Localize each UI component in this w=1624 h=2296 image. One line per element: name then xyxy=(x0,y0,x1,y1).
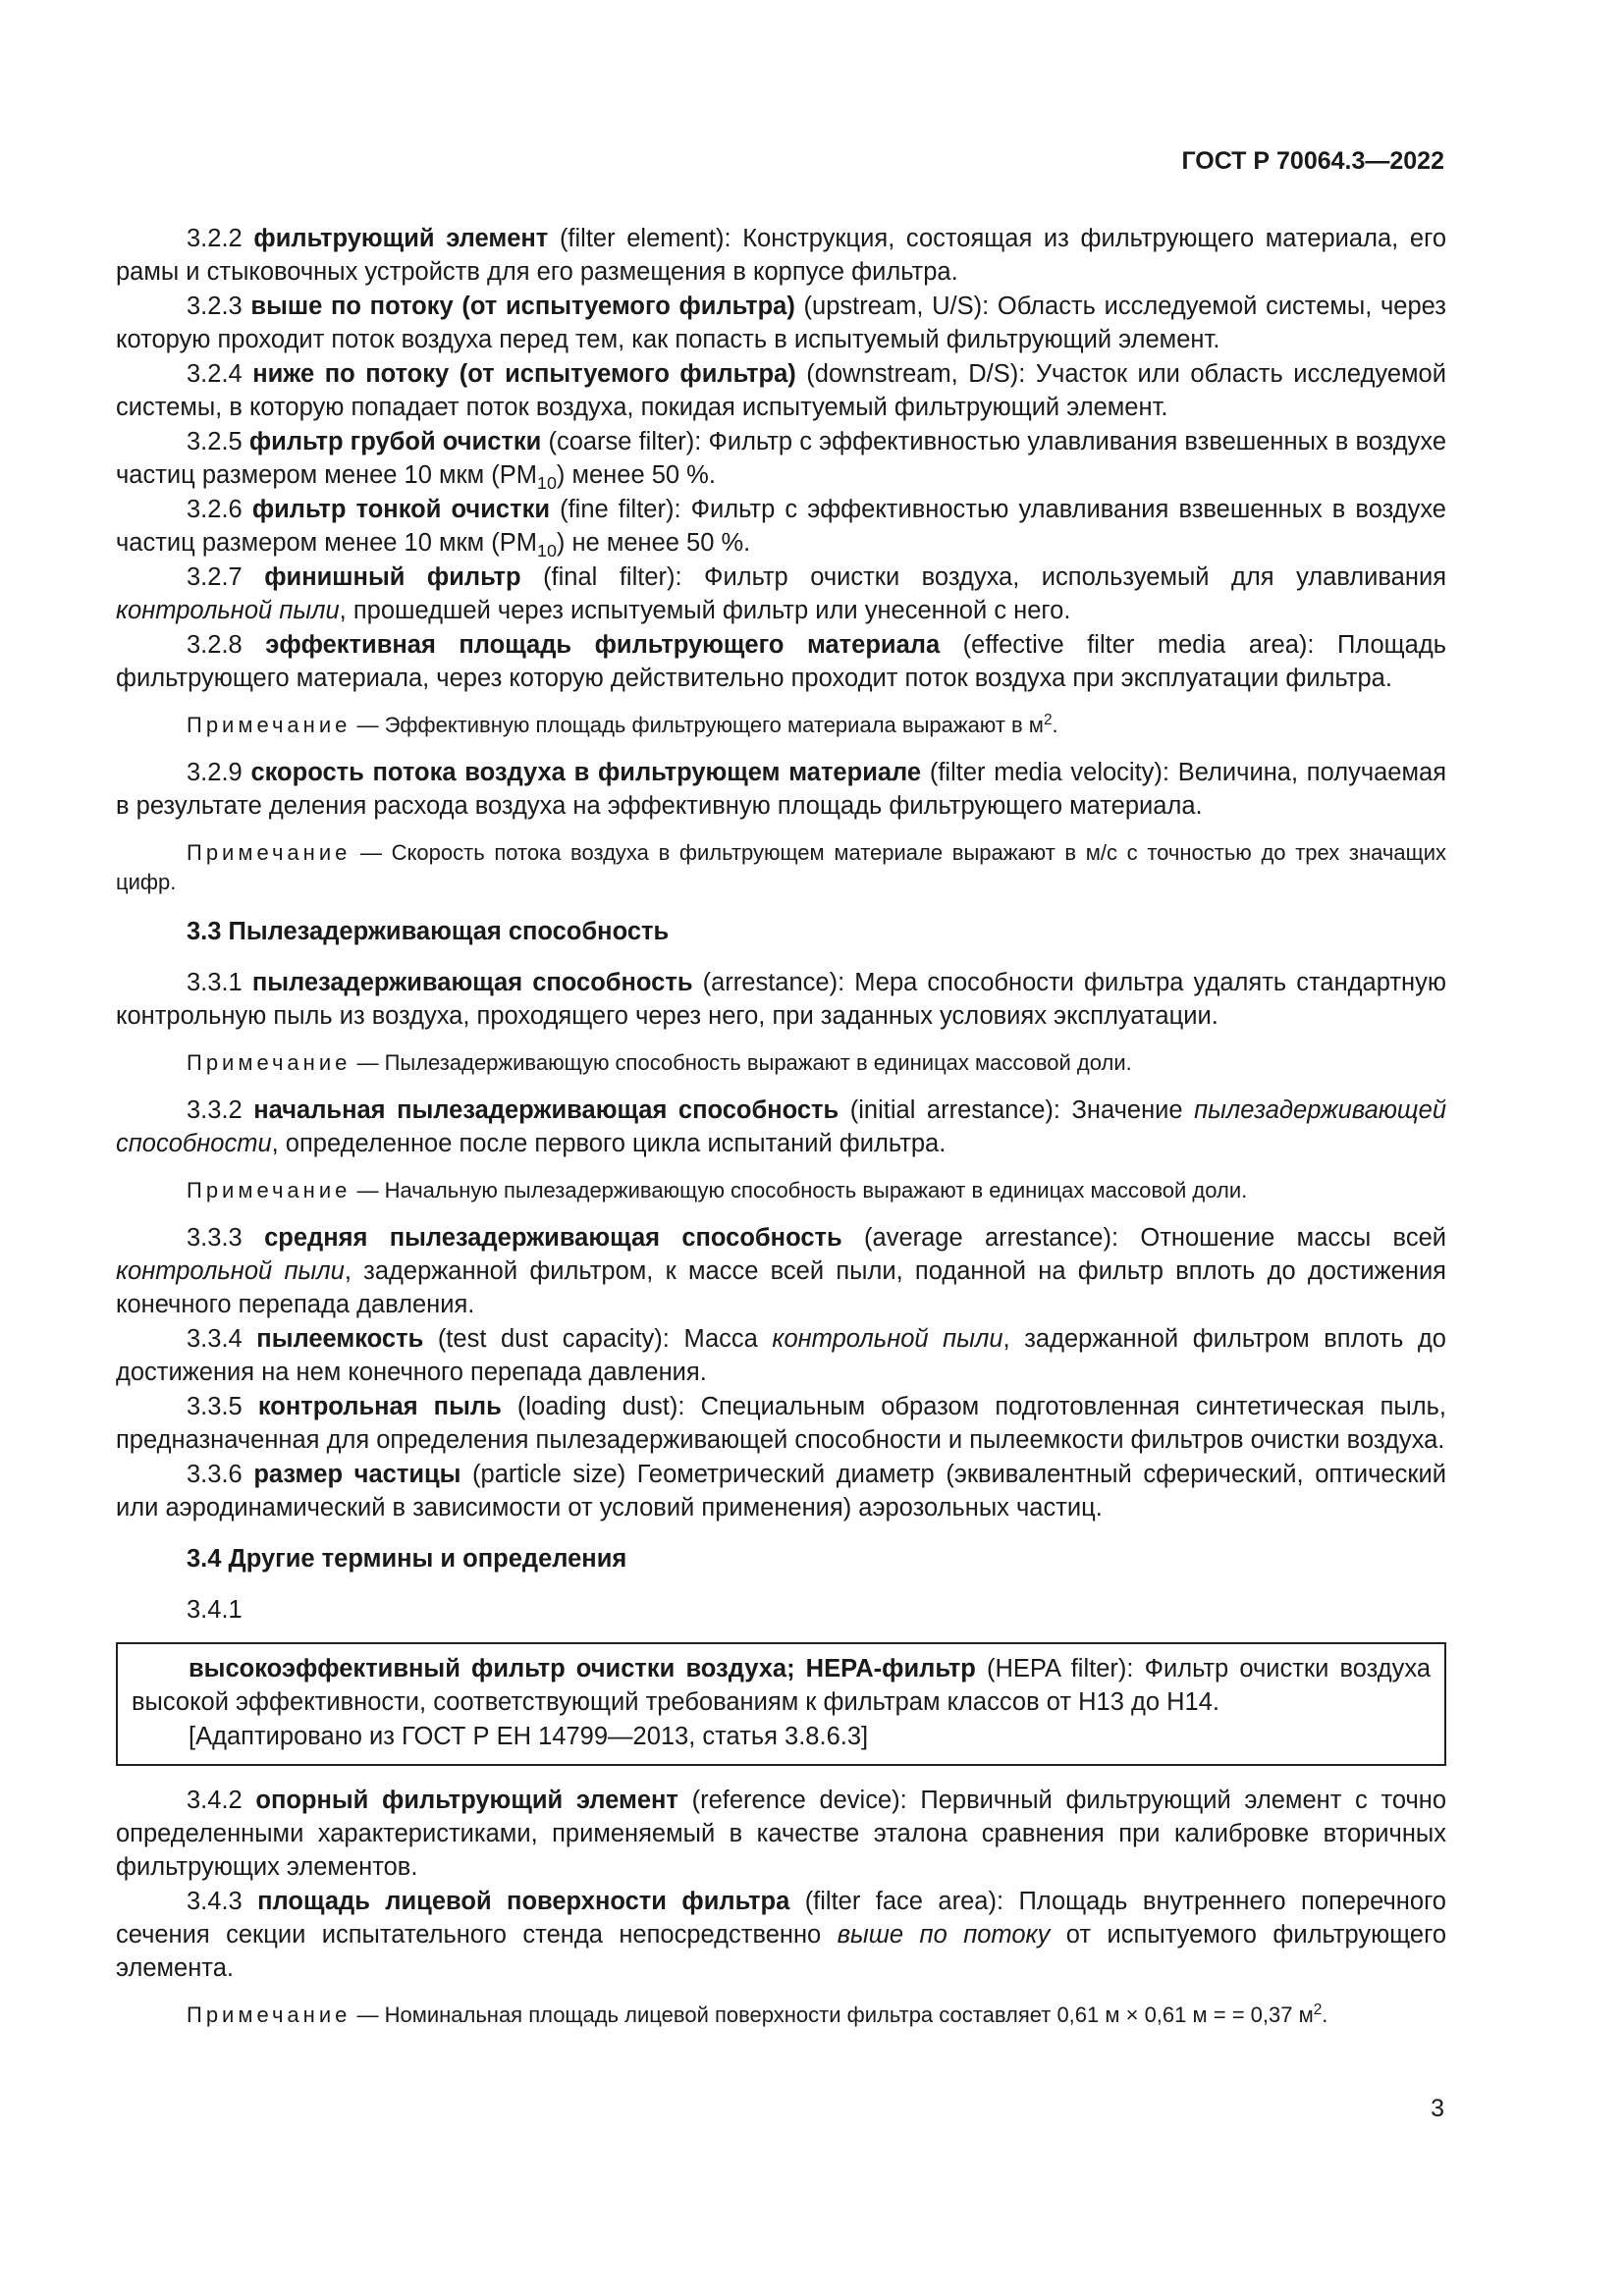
definition-3-3-1: 3.3.1 пылезадерживающая способность (arrestance): Мера способности фильтра удалять стандартную контрольную пыль из воздуха, проходящего через него, при заданных условиях эксплуатации. xyxy=(116,969,1446,1030)
definition-3-2-4: 3.2.4 ниже по потоку (от испытуемого фильтра) (downstream, D/S): Участок или область исследуемой системы, в которую попадает поток воздуха, покидая испытуемый фильтрующий элемент. xyxy=(116,360,1446,421)
section-heading-3-3: 3.3 Пылезадерживающая способность xyxy=(187,918,670,945)
definition-3-2-2: 3.2.2 фильтрующий элемент (filter element): Конструкция, состоящая из фильтрующего материала, его рамы и стыковочных устройств для его размещения в корпусе фильтра. xyxy=(116,225,1447,286)
page-number: 3 xyxy=(1431,2095,1444,2122)
document-header: ГОСТ Р 70064.3—2022 xyxy=(1181,147,1444,175)
definition-3-3-3: 3.3.3 средняя пылезадерживающая способность (average arrestance): Отношение массы всей контрольной пыли, задержанной фильтром, к массе всей пыли, поданной на фильтр вплоть до достижения конечного перепада давления. xyxy=(116,1224,1446,1318)
definition-3-3-2: 3.3.2 начальная пылезадерживающая способность (initial arrestance): Значение пылезадерживающей способности, определенное после первого цикла испытаний фильтра. xyxy=(116,1096,1447,1157)
definition-3-2-5: 3.2.5 фильтр грубой очистки (coarse filter): Фильтр с эффективностью улавливания взвешенных в воздухе частиц размером менее 10 мкм $(PM_{10})$ менее 50 %. xyxy=(116,428,1447,493)
note-3-2-8: Примечание — Эффективную площадь фильтрующего материала выражают в $м^2$. xyxy=(187,712,1058,737)
note-3-2-9: Примечание — Скорость потока воздуха в фильтрующем материале выражают в м/с с точностью до трех значащих цифр. xyxy=(116,840,1446,894)
definition-3-2-8: 3.2.8 эффективная площадь фильтрующего материала (effective filter media area): Площадь фильтрующего материала, через которую действительно проходит поток воздуха при эксплуатации фильтра. xyxy=(116,631,1446,692)
definition-3-3-4: 3.3.4 пылеемкость (test dust capacity): Масса контрольной пыли, задержанной фильтром вплоть до достижения на нем конечного перепада давления. xyxy=(116,1325,1446,1386)
hepa-definition-box xyxy=(116,1642,1446,1766)
definition-3-3-6: 3.3.6 размер частицы (particle size) Геометрический диаметр (эквивалентный сферический, оптический или аэродинамический в зависимости от условий применения) аэрозольных частиц. xyxy=(116,1461,1446,1522)
note-3-4-3: Примечание — Номинальная площадь лицевой поверхности фильтра составляет 0,61 м × 0,61 м = = 0,37 $м^2$. xyxy=(187,2002,1328,2027)
definition-3-4-1-number: 3.4.1 xyxy=(187,1596,243,1624)
definition-3-2-3: 3.2.3 выше по потоку (от испытуемого фильтра) (upstream, U/S): Область исследуемой системы, через которую проходит поток воздуха перед тем, как попасть в испытуемый фильтрующий элемент. xyxy=(116,293,1446,353)
definition-3-2-9: 3.2.9 скорость потока воздуха в фильтрующем материале (filter media velocity): Величина, получаемая в результате деления расхода воздуха на эффективную площадь фильтрующего материала. xyxy=(116,759,1447,820)
note-3-3-2: Примечание — Начальную пылезадерживающую способность выражают в единицах массовой доли. xyxy=(187,1178,1248,1202)
definition-3-2-7: 3.2.7 финишный фильтр (final filter): Фильтр очистки воздуха, используемый для улавливания контрольной пыли, прошедшей через испытуемый фильтр или унесенной с него. xyxy=(116,563,1447,624)
section-heading-3-4: 3.4 Другие термины и определения xyxy=(187,1545,627,1573)
definition-3-4-1: высокоэффективный фильтр очистки воздуха; HEPA-фильтр (HEPA filter): Фильтр очистки воздуха высокой эффективности, соответствующий требованиям к фильтрам классов от H13 до H14. xyxy=(132,1655,1432,1716)
document-body xyxy=(116,222,1446,2046)
definition-3-4-1-source: [Адаптировано из ГОСТ Р ЕН 14799—2013, статья 3.8.6.3] xyxy=(189,1723,869,1750)
definition-3-4-3: 3.4.3 площадь лицевой поверхности фильтра (filter face area): Площадь внутреннего поперечного сечения секции испытательного стенда непосредственно выше по потоку от испытуемого фильтрующего элемента. xyxy=(116,1888,1447,1982)
definition-3-2-6: 3.2.6 фильтр тонкой очистки (fine filter): Фильтр с эффективностью улавливания взвешенных в воздухе частиц размером менее 10 мкм $(PM_{10})$ не менее 50 %. xyxy=(116,496,1446,561)
note-3-3-1: Примечание — Пылезадерживающую способность выражают в единицах массовой доли. xyxy=(187,1050,1132,1075)
definition-3-4-2: 3.4.2 опорный фильтрующий элемент (reference device): Первичный фильтрующий элемент с точно определенными характеристиками, применяемый в качестве эталона сравнения при калибровке вторичных фильтрующих элементов. xyxy=(116,1787,1447,1881)
definition-3-3-5: 3.3.5 контрольная пыль (loading dust): Специальным образом подготовленная синтетическая пыль, предназначенная для определения пылезадерживающей способности и пылеемкости фильтров очистки воздуха. xyxy=(116,1393,1446,1454)
